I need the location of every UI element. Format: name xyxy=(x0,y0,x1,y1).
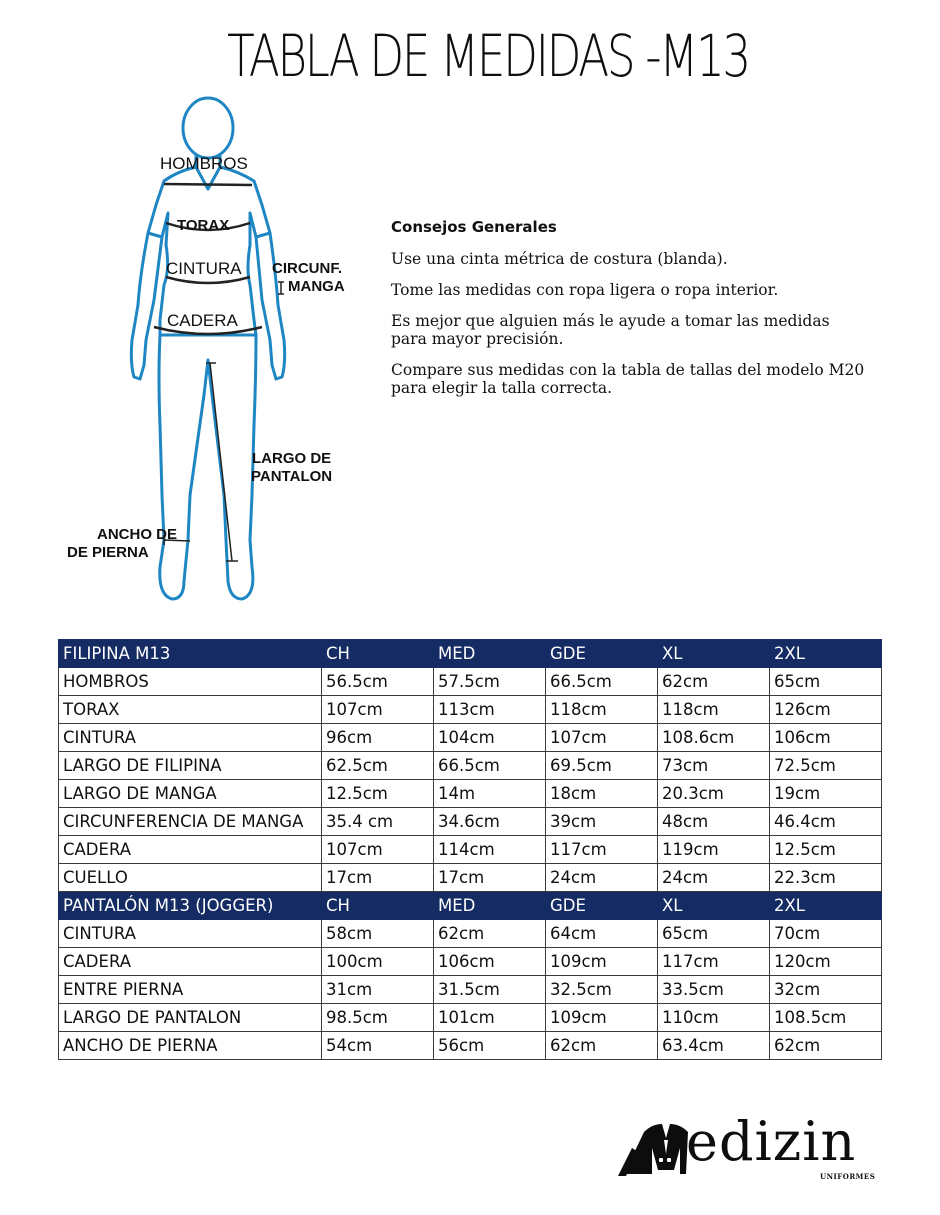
measurement-value: 101cm xyxy=(434,1004,546,1032)
measurement-value: 65cm xyxy=(658,920,770,948)
measurement-name: ANCHO DE PIERNA xyxy=(59,1032,322,1060)
measurement-value: 113cm xyxy=(434,696,546,724)
measurement-value: 62cm xyxy=(770,1032,882,1060)
measurement-value: 62.5cm xyxy=(322,752,434,780)
table-row xyxy=(59,780,882,808)
measurement-value: 62cm xyxy=(434,920,546,948)
measurement-value: 39cm xyxy=(546,808,658,836)
measurement-value: 69.5cm xyxy=(546,752,658,780)
measurement-value: 117cm xyxy=(658,948,770,976)
logo-subtitle: UNIFORMES xyxy=(820,1172,876,1181)
measurement-name: CINTURA xyxy=(59,920,322,948)
measurement-value: 12.5cm xyxy=(770,836,882,864)
measurement-value: 72.5cm xyxy=(770,752,882,780)
measurement-value: 110cm xyxy=(658,1004,770,1032)
table-row xyxy=(59,808,882,836)
tip-item: Tome las medidas con ropa ligera o ropa interior. xyxy=(391,281,779,299)
table-row xyxy=(59,948,882,976)
measurement-value: 32cm xyxy=(770,976,882,1004)
table-row xyxy=(59,976,882,1004)
label-manga: MANGA xyxy=(288,278,345,295)
size-column-header: MED xyxy=(434,640,546,668)
measurement-value: 100cm xyxy=(322,948,434,976)
table-row xyxy=(59,836,882,864)
measurement-value: 109cm xyxy=(546,1004,658,1032)
measurement-value: 107cm xyxy=(322,696,434,724)
measurement-name: LARGO DE MANGA xyxy=(59,780,322,808)
measurement-name: LARGO DE FILIPINA xyxy=(59,752,322,780)
size-column-header: MED xyxy=(434,892,546,920)
measurement-value: 114cm xyxy=(434,836,546,864)
size-table xyxy=(58,639,882,1060)
section-title: PANTALÓN M13 (JOGGER) xyxy=(59,892,322,920)
measurement-value: 18cm xyxy=(546,780,658,808)
table-row xyxy=(59,1032,882,1060)
size-column-header: XL xyxy=(658,892,770,920)
size-column-header: CH xyxy=(322,892,434,920)
measurement-value: 57.5cm xyxy=(434,668,546,696)
measurement-value: 107cm xyxy=(546,724,658,752)
label-circunf: CIRCUNF. xyxy=(272,260,342,277)
measurement-name: CINTURA xyxy=(59,724,322,752)
table-section-header xyxy=(59,640,882,668)
page-title: TABLA DE MEDIDAS -M13 xyxy=(227,22,749,90)
section-title: FILIPINA M13 xyxy=(59,640,322,668)
tip-item: Es mejor que alguien más le ayude a tomar las medidas para mayor precisión. xyxy=(391,312,830,348)
measurement-value: 126cm xyxy=(770,696,882,724)
measurement-name: CIRCUNFERENCIA DE MANGA xyxy=(59,808,322,836)
measurement-value: 118cm xyxy=(546,696,658,724)
measurement-value: 62cm xyxy=(546,1032,658,1060)
measurement-value: 34.6cm xyxy=(434,808,546,836)
measurement-value: 54cm xyxy=(322,1032,434,1060)
measurement-value: 66.5cm xyxy=(546,668,658,696)
measurement-value: 108.6cm xyxy=(658,724,770,752)
measurement-value: 20.3cm xyxy=(658,780,770,808)
measurement-value: 108.5cm xyxy=(770,1004,882,1032)
measurement-name: CADERA xyxy=(59,836,322,864)
measurement-value: 31cm xyxy=(322,976,434,1004)
measurement-value: 106cm xyxy=(434,948,546,976)
measurement-name: TORAX xyxy=(59,696,322,724)
label-cadera: CADERA xyxy=(167,311,238,330)
measurement-value: 46.4cm xyxy=(770,808,882,836)
size-column-header: GDE xyxy=(546,892,658,920)
measurement-value: 12.5cm xyxy=(322,780,434,808)
label-torax: TORAX xyxy=(177,217,230,234)
measurement-value: 64cm xyxy=(546,920,658,948)
measurement-value: 31.5cm xyxy=(434,976,546,1004)
measurement-name: LARGO DE PANTALON xyxy=(59,1004,322,1032)
general-tips xyxy=(391,218,891,410)
measurement-value: 48cm xyxy=(658,808,770,836)
table-row xyxy=(59,724,882,752)
table-row xyxy=(59,696,882,724)
table-row xyxy=(59,920,882,948)
size-column-header: 2XL xyxy=(770,892,882,920)
measurement-value: 63.4cm xyxy=(658,1032,770,1060)
measurement-value: 17cm xyxy=(322,864,434,892)
label-pantalon: PANTALON xyxy=(251,468,333,485)
measurement-value: 104cm xyxy=(434,724,546,752)
size-column-header: CH xyxy=(322,640,434,668)
table-row xyxy=(59,864,882,892)
measurement-value: 19cm xyxy=(770,780,882,808)
measurement-value: 33.5cm xyxy=(658,976,770,1004)
size-column-header: 2XL xyxy=(770,640,882,668)
measurement-value: 120cm xyxy=(770,948,882,976)
measurement-value: 56.5cm xyxy=(322,668,434,696)
measurement-value: 62cm xyxy=(658,668,770,696)
measurement-value: 58cm xyxy=(322,920,434,948)
logo-wordmark: edizin xyxy=(686,1110,857,1173)
table-row xyxy=(59,1004,882,1032)
table-row xyxy=(59,752,882,780)
measurement-value: 96cm xyxy=(322,724,434,752)
measurement-name: CUELLO xyxy=(59,864,322,892)
measurement-value: 107cm xyxy=(322,836,434,864)
measurement-value: 14m xyxy=(434,780,546,808)
table-section-header xyxy=(59,892,882,920)
measurement-value: 24cm xyxy=(546,864,658,892)
label-ancho-de: ANCHO DE xyxy=(97,526,178,543)
measurement-value: 70cm xyxy=(770,920,882,948)
measurement-value: 118cm xyxy=(658,696,770,724)
tips-heading: Consejos Generales xyxy=(391,218,557,236)
measurement-value: 106cm xyxy=(770,724,882,752)
measurement-value: 17cm xyxy=(434,864,546,892)
measurement-value: 32.5cm xyxy=(546,976,658,1004)
measurement-value: 24cm xyxy=(658,864,770,892)
measurement-value: 109cm xyxy=(546,948,658,976)
label-hombros: HOMBROS xyxy=(160,154,248,173)
measurement-value: 98.5cm xyxy=(322,1004,434,1032)
tip-item: Compare sus medidas con la tabla de tallas del modelo M20 para elegir la talla correcta. xyxy=(391,361,865,397)
label-cintura: CINTURA xyxy=(166,259,242,278)
measurement-value: 22.3cm xyxy=(770,864,882,892)
measurement-value: 73cm xyxy=(658,752,770,780)
label-largo-de: LARGO DE xyxy=(252,450,332,467)
measurement-value: 35.4 cm xyxy=(322,808,434,836)
measurement-value: 119cm xyxy=(658,836,770,864)
measurement-name: ENTRE PIERNA xyxy=(59,976,322,1004)
tip-item: Use una cinta métrica de costura (blanda). xyxy=(391,250,728,268)
measurement-value: 117cm xyxy=(546,836,658,864)
label-pierna: DE PIERNA xyxy=(67,544,149,561)
measurement-value: 56cm xyxy=(434,1032,546,1060)
size-column-header: XL xyxy=(658,640,770,668)
measurement-name: HOMBROS xyxy=(59,668,322,696)
measurement-name: CADERA xyxy=(59,948,322,976)
measurement-value: 66.5cm xyxy=(434,752,546,780)
table-row xyxy=(59,668,882,696)
measurement-value: 65cm xyxy=(770,668,882,696)
size-column-header: GDE xyxy=(546,640,658,668)
